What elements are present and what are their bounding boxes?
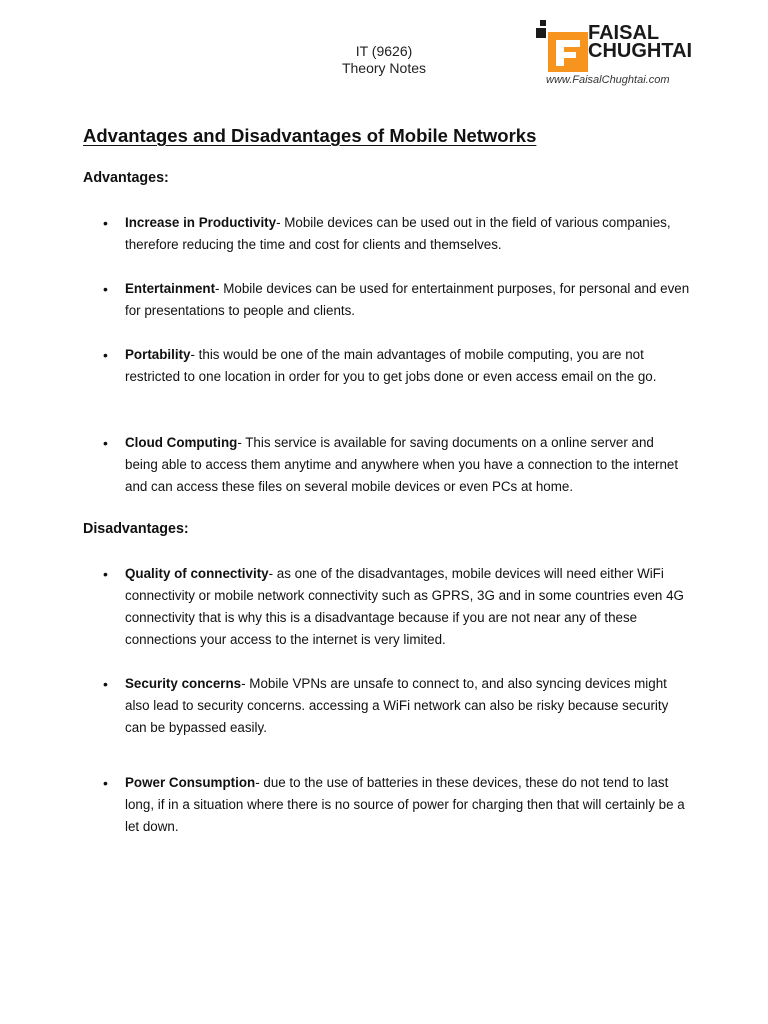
disadvantage-item [0, 563, 690, 651]
disadvantages-heading: Disadvantages: [83, 521, 189, 537]
advantage-item [0, 212, 690, 256]
advantages-list-3 [0, 344, 690, 388]
advantage-item [0, 278, 690, 322]
item-term: Security concerns [125, 676, 242, 691]
disadvantage-item [0, 772, 690, 838]
faisal-chughtai-logo [536, 20, 696, 90]
bullet-icon: • [103, 215, 108, 231]
notes-type: Theory Notes [341, 60, 427, 76]
disadvantages-list [0, 563, 690, 651]
item-term: Portability [125, 347, 191, 362]
advantage-item [0, 432, 690, 498]
item-term: Entertainment [125, 281, 216, 296]
advantages-heading: Advantages: [83, 170, 169, 186]
item-text: - This service is available for saving documents on a online server and being able to access them anytime and anywhere when you have a connection to the internet and can access these files on several mobile devices or even PCs at home. [125, 435, 679, 494]
page-title: Advantages and Disadvantages of Mobile Networks [83, 125, 537, 146]
item-text: - as one of the disadvantages, mobile devices will need either WiFi connectivity or mobile network connectivity such as GPRS, 3G and in some countries even 4G connectivity that is why this is a disadvantage because if you are not near any of these connections your access to the internet is very limited. [125, 566, 684, 647]
logo-mark-icon [536, 20, 596, 78]
header-block [300, 43, 468, 77]
disadvantage-item [0, 673, 690, 739]
logo-website: www.FaisalChughtai.com [546, 74, 670, 86]
bullet-icon: • [103, 281, 108, 297]
advantages-list-4 [0, 432, 690, 498]
logo-line-1: FAISAL [588, 22, 660, 44]
bullet-icon: • [103, 775, 108, 791]
advantages-list [0, 212, 690, 256]
bullet-icon: • [103, 566, 108, 582]
subject-code: IT (9626) [355, 43, 413, 59]
logo-wordmark [588, 24, 692, 60]
bullet-icon: • [103, 676, 108, 692]
bullet-icon: • [103, 347, 108, 363]
item-text: - this would be one of the main advantages of mobile computing, you are not restricted to one location in order for you to get jobs done or even access email on the go. [125, 347, 657, 384]
advantages-list-2 [0, 278, 690, 322]
item-term: Power Consumption [125, 775, 256, 790]
item-text: - Mobile devices can be used for entertainment purposes, for personal and even for presentations to people and clients. [125, 281, 690, 318]
item-text: - Mobile devices can be used out in the field of various companies, therefore reducing the time and cost for clients and themselves. [125, 215, 671, 252]
item-text: - due to the use of batteries in these devices, these do not tend to last long, if in a situation where there is no source of power for charging then that will certainly be a let down. [125, 775, 685, 834]
item-term: Quality of connectivity [125, 566, 269, 581]
item-text: - Mobile VPNs are unsafe to connect to, and also syncing devices might also lead to security concerns. accessing a WiFi network can also be risky because security can be bypassed easily. [125, 676, 669, 735]
logo-line-2: CHUGHTAI [588, 40, 693, 62]
bullet-icon: • [103, 435, 108, 451]
item-term: Cloud Computing [125, 435, 238, 450]
advantage-item [0, 344, 690, 388]
item-term: Increase in Productivity [125, 215, 277, 230]
disadvantages-list-2 [0, 673, 690, 739]
disadvantages-list-3 [0, 772, 690, 838]
